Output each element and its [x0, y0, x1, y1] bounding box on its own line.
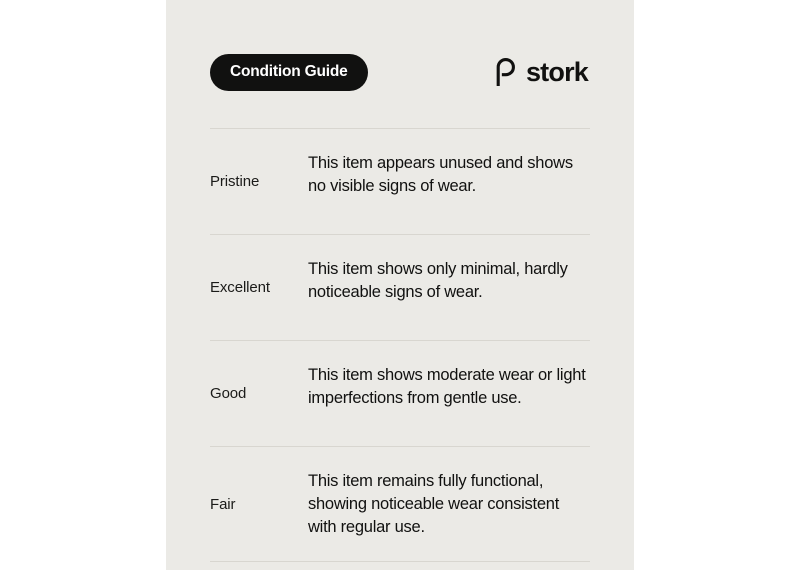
brand-name: stork [525, 56, 588, 87]
table-row [210, 128, 590, 234]
table-row [210, 446, 590, 562]
condition-description: This item appears unused and shows no visible signs of wear. [308, 153, 573, 195]
condition-label: Fair [210, 495, 236, 513]
stork-logo-icon [495, 58, 519, 86]
condition-table [210, 128, 590, 562]
condition-guide-badge: Condition Guide [210, 54, 368, 91]
condition-description: This item remains fully functional, showing noticeable wear consistent with regular use. [308, 471, 560, 537]
condition-description: This item shows only minimal, hardly noticeable signs of wear. [308, 259, 568, 301]
card-header [210, 0, 590, 91]
brand-lockup [495, 58, 588, 86]
table-row [210, 234, 590, 340]
condition-description: This item shows moderate wear or light imperfections from gentle use. [308, 365, 586, 407]
condition-label: Good [210, 385, 247, 402]
condition-guide-card [166, 0, 634, 570]
condition-label: Pristine [210, 173, 260, 190]
condition-label: Excellent [210, 279, 270, 296]
table-row [210, 340, 590, 446]
